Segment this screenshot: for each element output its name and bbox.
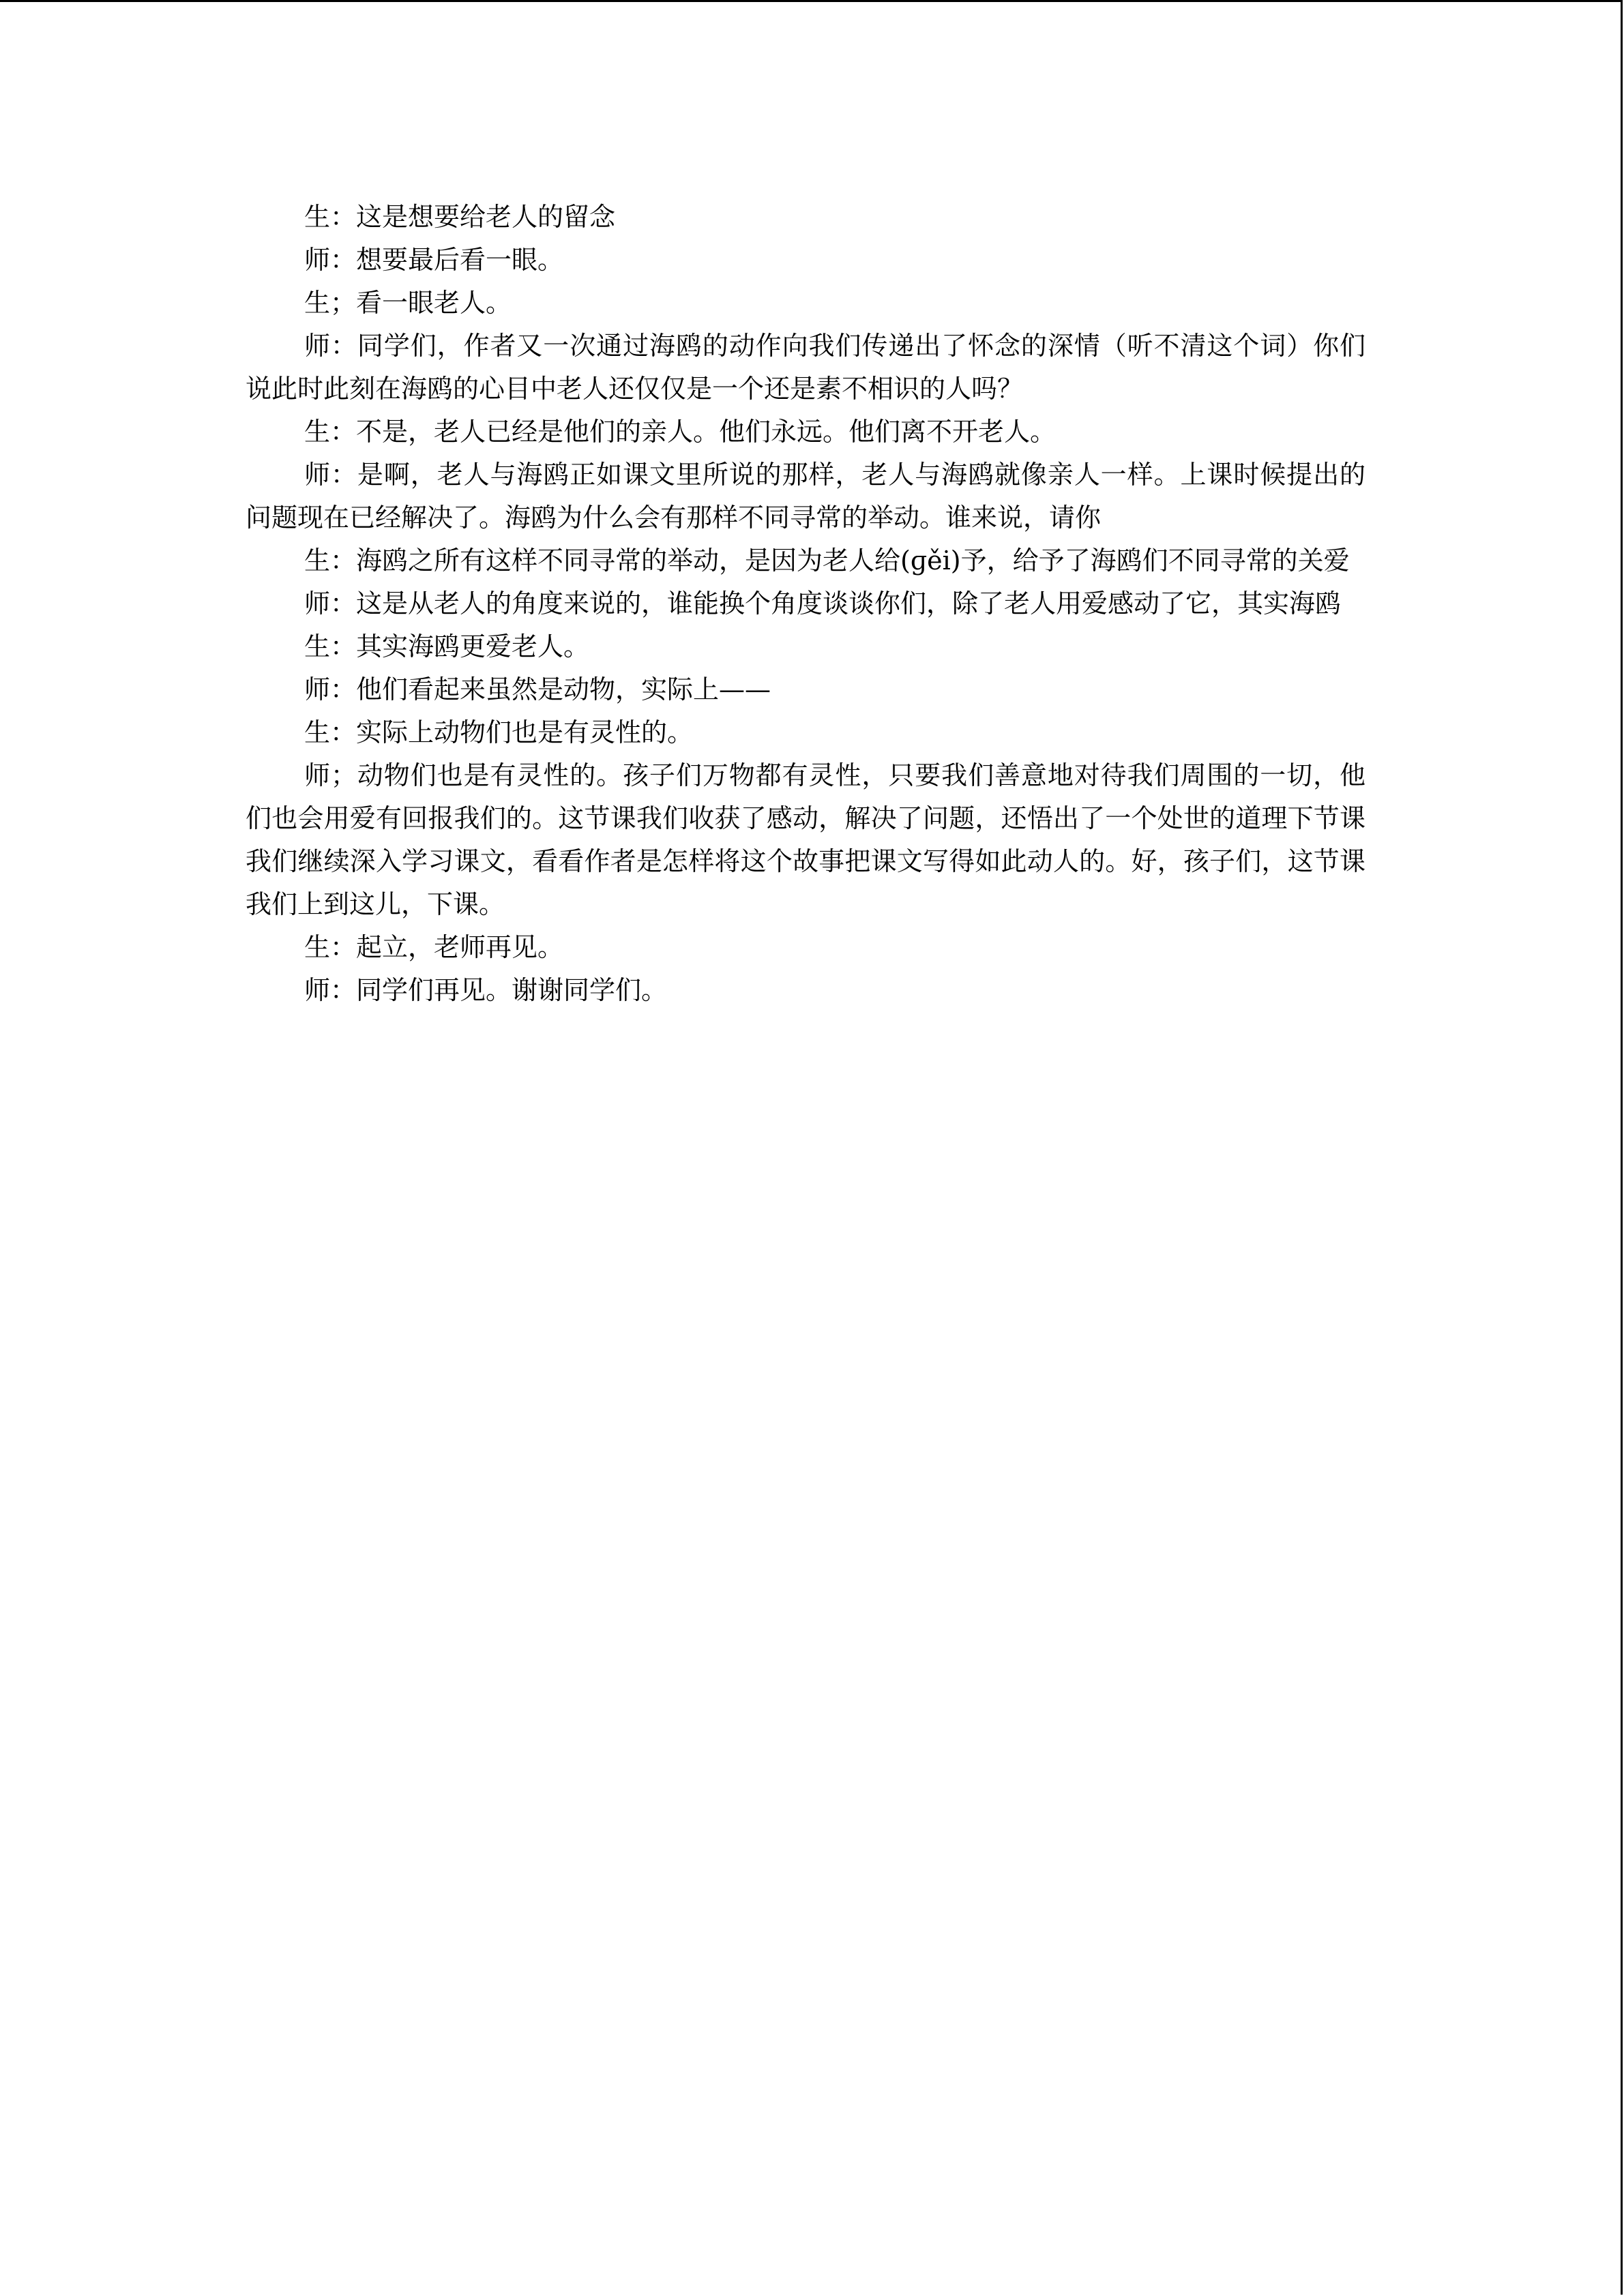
paragraph-7: 生：海鸥之所有这样不同寻常的举动，是因为老人给(ɡěi)予，给予了海鸥们不同寻常的关爱 [304, 546, 1350, 576]
paragraph-8: 师：这是从老人的角度来说的，谁能换个角度谈谈你们，除了老人用爱感动了它，其实海鸥 [304, 588, 1342, 618]
paragraph-12: 师；动物们也是有灵性的。孩子们万物都有灵性，只要我们善意地对待我们周围的一切，他们也会用爱有回报我们的。这节课我们收获了感动，解决了问题，还悟出了一个处世的道理下节课我们继续深入学习课文，看看作者是怎样将这个故事把课文写得如此动人的。好，孩子们，这节课我们上到这儿，下课。 [246, 760, 1365, 919]
paragraph-13: 生：起立，老师再见。 [304, 932, 564, 962]
paragraph-11: 生：实际上动物们也是有灵性的。 [304, 717, 694, 747]
paragraph-2: 师：想要最后看一眼。 [304, 245, 564, 275]
paragraph-1: 生：这是想要给老人的留念 [304, 202, 616, 232]
paragraph-5: 生：不是，老人已经是他们的亲人。他们永远。他们离不开老人。 [304, 417, 1057, 447]
paragraph-14: 师：同学们再见。谢谢同学们。 [304, 975, 668, 1005]
document-body [246, 196, 1365, 1012]
paragraph-6: 师：是啊，老人与海鸥正如课文里所说的那样，老人与海鸥就像亲人一样。上课时候提出的问题现在已经解决了。海鸥为什么会有那样不同寻常的举动。谁来说，请你 [246, 460, 1365, 533]
paragraph-9: 生：其实海鸥更爱老人。 [304, 631, 590, 661]
paragraph-3: 生；看一眼老人。 [304, 288, 512, 318]
paragraph-10: 师：他们看起来虽然是动物，实际上—— [304, 674, 771, 704]
paragraph-4: 师：同学们，作者又一次通过海鸥的动作向我们传递出了怀念的深情（听不清这个词）你们说此时此刻在海鸥的心目中老人还仅仅是一个还是素不相识的人吗？ [246, 331, 1365, 404]
